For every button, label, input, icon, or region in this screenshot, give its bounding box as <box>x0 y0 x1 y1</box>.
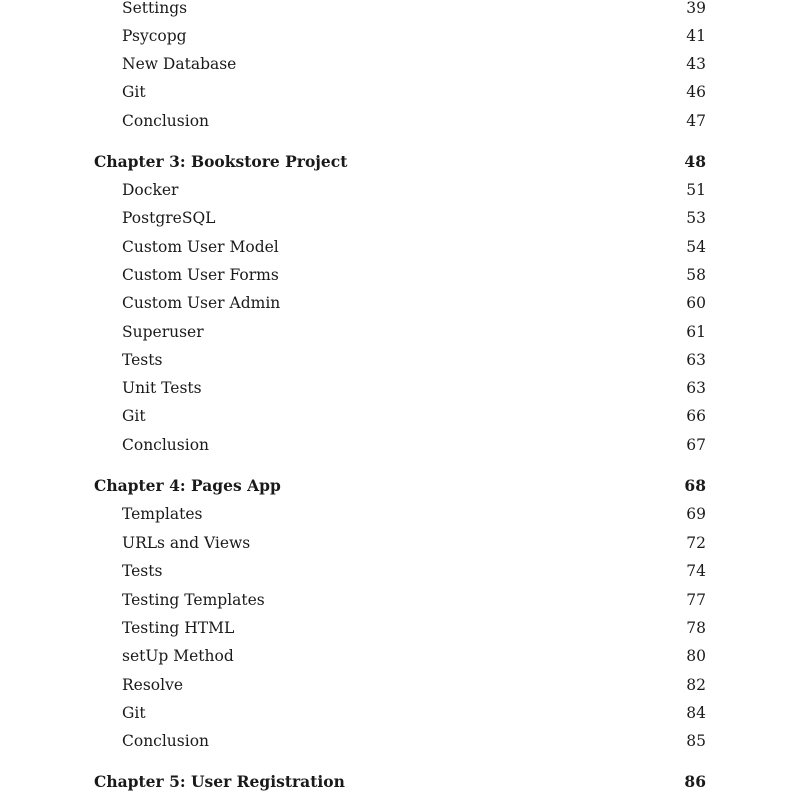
toc-entry-row[interactable] <box>94 321 706 343</box>
toc-entry-title: URLs and Views <box>122 534 251 552</box>
toc-page-number: 68 <box>684 476 706 495</box>
toc-entry-row[interactable] <box>94 179 706 201</box>
toc-entry-title: Conclusion <box>122 732 210 750</box>
toc-entry-title: Settings <box>122 0 188 17</box>
toc-chapter-row[interactable] <box>94 475 706 497</box>
toc-page-number: 46 <box>686 83 706 101</box>
toc-page-number: 63 <box>686 379 706 397</box>
toc-page-number: 39 <box>686 0 706 17</box>
toc-page-number: 82 <box>686 676 706 694</box>
toc-entry-title: Unit Tests <box>122 379 202 397</box>
toc-page-number: 60 <box>686 294 706 312</box>
toc-page-number: 53 <box>686 209 706 227</box>
toc-entry-title: Testing Templates <box>122 591 265 609</box>
toc-entry-title: Templates <box>122 505 203 523</box>
toc-page-number: 72 <box>686 534 706 552</box>
toc-page-number: 41 <box>686 27 706 45</box>
toc-entry-title: Psycopg <box>122 27 187 45</box>
toc-entry-title: setUp Method <box>122 647 234 665</box>
toc-chapter-title: Chapter 5: User Registration <box>94 772 345 791</box>
toc-chapter-title: Chapter 3: Bookstore Project <box>94 152 348 171</box>
toc-page-number: 58 <box>686 266 706 284</box>
toc-entry-row[interactable] <box>94 532 706 554</box>
toc-entry-row[interactable] <box>94 81 706 103</box>
toc-page-number: 51 <box>686 181 706 199</box>
toc-entry-title: Tests <box>122 351 163 369</box>
toc-page-number: 77 <box>686 591 706 609</box>
toc-entry-title: Git <box>122 407 146 425</box>
toc-entry-title: Conclusion <box>122 112 210 130</box>
toc-entry-row[interactable] <box>94 53 706 75</box>
toc-entry-title: Custom User Forms <box>122 266 279 284</box>
toc-entry-title: New Database <box>122 55 237 73</box>
toc-page-number: 78 <box>686 619 706 637</box>
toc-page-number: 86 <box>684 772 706 791</box>
toc-entry-row[interactable] <box>94 110 706 132</box>
toc-entry-row[interactable] <box>94 0 706 19</box>
toc-entry-title: PostgreSQL <box>122 209 216 227</box>
toc-entry-row[interactable] <box>94 434 706 456</box>
toc-entry-row[interactable] <box>94 349 706 371</box>
toc-entry-title: Resolve <box>122 676 184 694</box>
toc-page-number: 84 <box>686 704 706 722</box>
toc-entry-row[interactable] <box>94 674 706 696</box>
toc-entry-title: Git <box>122 83 146 101</box>
toc-page-number: 67 <box>686 436 706 454</box>
toc-page-number: 69 <box>686 505 706 523</box>
toc-entry-row[interactable] <box>94 207 706 229</box>
toc-entry-row[interactable] <box>94 645 706 667</box>
toc-entry-row[interactable] <box>94 702 706 724</box>
toc-entry-row[interactable] <box>94 730 706 752</box>
toc-page-number: 48 <box>684 152 706 171</box>
toc-entry-title: Testing HTML <box>122 619 235 637</box>
toc-entry-row[interactable] <box>94 292 706 314</box>
toc-page-number: 54 <box>686 238 706 256</box>
toc-entry-title: Conclusion <box>122 436 210 454</box>
toc-entry-row[interactable] <box>94 405 706 427</box>
toc-entry-title: Custom User Admin <box>122 294 281 312</box>
toc-entry-row[interactable] <box>94 264 706 286</box>
toc-page-number: 43 <box>686 55 706 73</box>
toc-chapter-row[interactable] <box>94 771 706 793</box>
toc-entry-row[interactable] <box>94 589 706 611</box>
toc-chapter-title: Chapter 4: Pages App <box>94 476 281 495</box>
toc-entry-row[interactable] <box>94 560 706 582</box>
toc-entry-row[interactable] <box>94 25 706 47</box>
toc-entry-title: Custom User Model <box>122 238 279 256</box>
toc-entry-title: Superuser <box>122 323 204 341</box>
toc-entry-row[interactable] <box>94 503 706 525</box>
toc-page-number: 66 <box>686 407 706 425</box>
toc-entry-row[interactable] <box>94 236 706 258</box>
toc-chapter-row[interactable] <box>94 151 706 173</box>
toc-page-number: 80 <box>686 647 706 665</box>
toc-entry-row[interactable] <box>94 377 706 399</box>
toc-entry-title: Docker <box>122 181 179 199</box>
toc-entry-title: Git <box>122 704 146 722</box>
toc-entry-title: Tests <box>122 562 163 580</box>
toc-page-number: 61 <box>686 323 706 341</box>
toc-entry-row[interactable] <box>94 617 706 639</box>
toc-page-number: 63 <box>686 351 706 369</box>
toc-page-number: 85 <box>686 732 706 750</box>
toc-page-number: 47 <box>686 112 706 130</box>
toc-page-number: 74 <box>686 562 706 580</box>
